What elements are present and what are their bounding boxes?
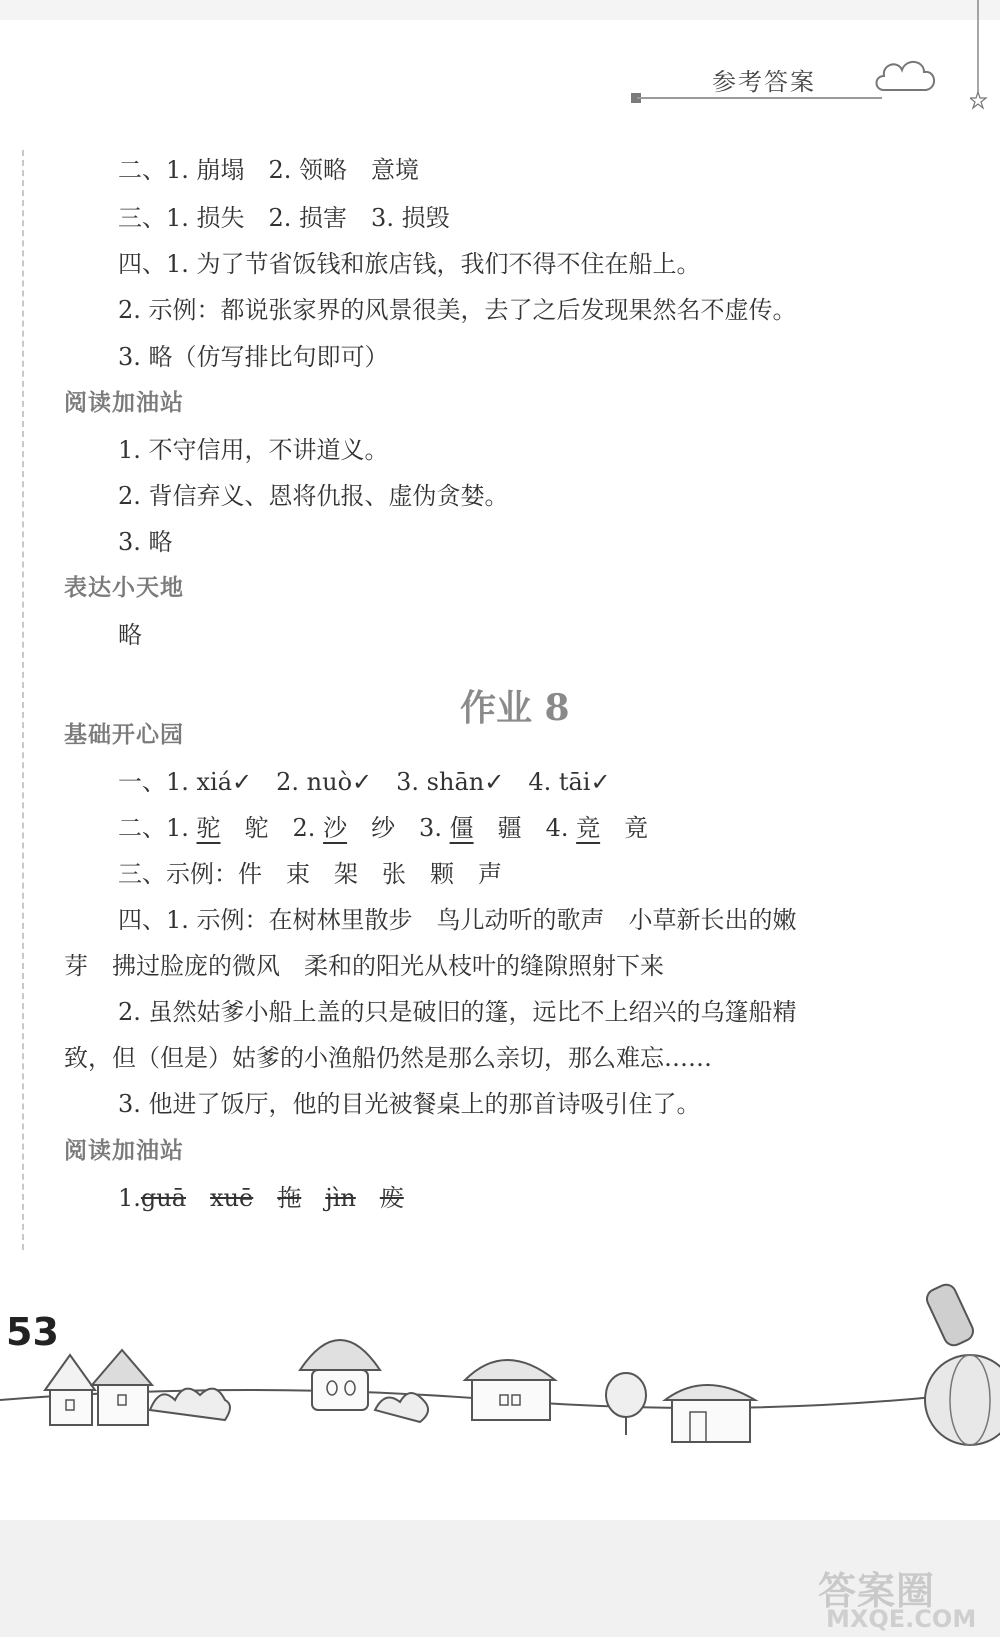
answer-line: 三、1. 损失 2. 损害 3. 损毁 [118, 204, 450, 232]
answer-line: 略 [118, 621, 142, 649]
top-decoration-band [0, 0, 1000, 20]
q-prefix: 1. [118, 1184, 141, 1212]
village-illustration [0, 1240, 1000, 1520]
section-heading-expression: 表达小天地 [64, 575, 184, 601]
answer-line: 二、1. 崩塌 2. 领略 意境 [118, 156, 420, 184]
answer-line-characters [118, 808, 648, 843]
answer-line: 四、1. 示例：在树林里散步 鸟儿动听的歌声 小草新长出的嫩 [118, 906, 797, 934]
answer-line: 三、示例：件 束 架 张 颗 声 [118, 860, 502, 888]
q2-num: 2. [268, 814, 324, 842]
q2-num: 4. [521, 814, 577, 842]
correct-char: 竞 [576, 814, 601, 842]
section-heading-reading: 阅读加油站 [64, 390, 184, 416]
q2-prefix: 二、1. [118, 814, 197, 842]
answer-line: 芽 拂过脸庞的微风 柔和的阳光从枝叶的缝隙照射下来 [64, 952, 664, 980]
wrong-char: 竟 [624, 814, 649, 842]
answer-line: 一、1. xiá✓ 2. nuò✓ 3. shān✓ 4. tāi✓ [118, 768, 611, 796]
header-title: 参考答案 [712, 68, 816, 96]
watermark-url: MXQE.COM [826, 1605, 977, 1633]
wrong-char: 疆 [497, 814, 522, 842]
cloud-icon [872, 52, 942, 102]
homework-title: 作业 8 [460, 687, 570, 729]
left-dashed-rule [22, 150, 24, 1250]
struck-item: jìn [325, 1184, 356, 1212]
section-heading-basic: 基础开心园 [64, 722, 184, 748]
struck-item: xuē [210, 1184, 254, 1212]
wrong-char: 鸵 [244, 814, 269, 842]
correct-char: 僵 [449, 814, 474, 842]
header-rule [637, 97, 882, 99]
answer-line: 2. 示例：都说张家界的风景很美，去了之后发现果然名不虚传。 [118, 296, 797, 324]
answer-line: 2. 虽然姑爹小船上盖的只是破旧的篷，远比不上绍兴的乌篷船精 [118, 998, 797, 1026]
answer-line-strikethrough [118, 1178, 404, 1213]
watermark-logo: 答案圈 [818, 1569, 936, 1613]
correct-char: 沙 [323, 814, 348, 842]
struck-item: 拖 [277, 1184, 302, 1212]
answer-line: 1. 不守信用，不讲道义。 [118, 436, 389, 464]
section-heading-reading-2: 阅读加油站 [64, 1138, 184, 1164]
page-number: 53 [6, 1310, 59, 1354]
answer-line: 3. 略 [118, 528, 173, 556]
answer-line: 3. 略（仿写排比句即可） [118, 343, 389, 371]
struck-item: guā [140, 1184, 187, 1212]
correct-char: 驼 [196, 814, 221, 842]
answer-line: 3. 他进了饭厅，他的目光被餐桌上的那首诗吸引住了。 [118, 1090, 701, 1118]
answer-line: 四、1. 为了节省饭钱和旅店钱，我们不得不住在船上。 [118, 250, 701, 278]
hanging-star-icon [970, 0, 1000, 110]
answer-line: 致，但（但是）姑爹的小渔船仍然是那么亲切，那么难忘…… [64, 1044, 712, 1072]
answer-line: 2. 背信弃义、恩将仇报、虚伪贪婪。 [118, 482, 509, 510]
q2-num: 3. [395, 814, 450, 842]
wrong-char: 纱 [371, 814, 396, 842]
struck-item: 废 [379, 1184, 404, 1212]
